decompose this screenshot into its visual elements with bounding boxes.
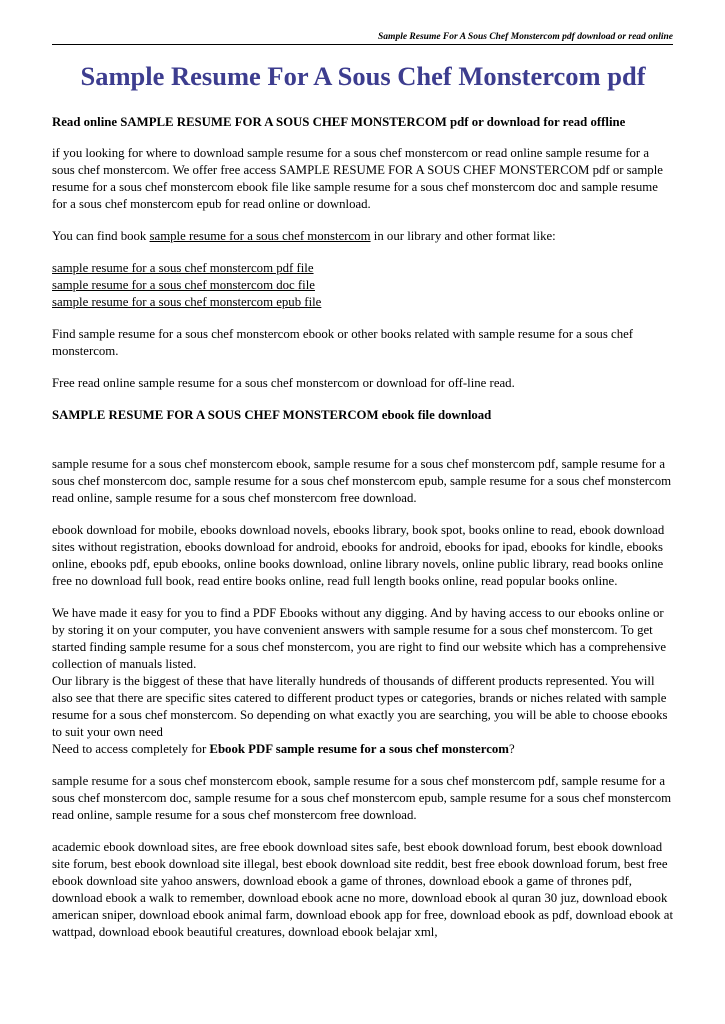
find-book-text-after: in our library and other format like: — [370, 229, 556, 243]
access-text-before: Need to access completely for — [52, 742, 210, 756]
related-paragraph: Find sample resume for a sous chef monstercom ebook or other books related with sample resume for a sous chef monstercom. — [52, 327, 634, 358]
page-title: Sample Resume For A Sous Chef Monstercom pdf — [80, 61, 646, 91]
header-rule — [52, 44, 673, 45]
access-bold-text: Ebook PDF sample resume for a sous chef monstercom — [209, 742, 509, 756]
section-heading: SAMPLE RESUME FOR A SOUS CHEF MONSTERCOM ebook file download — [52, 408, 492, 422]
keywords-paragraph: sample resume for a sous chef monstercom ebook, sample resume for a sous chef monstercom pdf, sample resume for a sous chef monstercom doc, sample resume for a sous chef monstercom epub, sample resume for a sous chef monstercom read online, sample resume for a sous chef monstercom free download. — [52, 457, 672, 505]
download-sites-paragraph: academic ebook download sites, are free ebook download sites safe, best ebook download forum, best ebook download site forum, best ebook download site illegal, best ebook download site reddit, best free ebook download forum, best free ebook download site yahoo answers, download ebook a game of thrones, download ebook a game of thrones pdf, download ebook a walk to remember, download ebook acne no more, download ebook al quran 30 juz, download ebook american sniper, download ebook animal farm, download ebook app for free, download ebook as pdf, download ebook at wattpad, download ebook beautiful creatures, download ebook belajar xml, — [52, 840, 674, 939]
ebook-list-paragraph: ebook download for mobile, ebooks download novels, ebooks library, book spot, books online to read, ebook download sites without registration, ebooks download for android, ebooks for android, ebooks for ipad, ebooks for kindle, ebooks online, ebooks pdf, epub ebooks, online books download, online library novels, online public library, read books online free no download full book, read entire books online, read full length books online, read popular books online. — [52, 523, 665, 588]
find-book-paragraph — [52, 228, 674, 245]
intro-paragraph: if you looking for where to download sample resume for a sous chef monstercom or read online sample resume for a sous chef monstercom. We offer free access SAMPLE RESUME FOR A SOUS CHEF MONSTERCOM pdf or sample resume for a sous chef monstercom ebook file like sample resume for a sous chef monstercom doc and sample resume for a sous chef monstercom epub for read online or download. — [52, 146, 663, 211]
format-links — [52, 260, 674, 311]
subtitle: Read online SAMPLE RESUME FOR A SOUS CHEF MONSTERCOM pdf or download for read offline — [52, 115, 626, 129]
section-spacer — [52, 438, 674, 456]
book-link[interactable]: sample resume for a sous chef monstercom — [149, 229, 371, 243]
easy-find-paragraph: We have made it easy for you to find a PDF Ebooks without any digging. And by having access to our ebooks online or by storing it on your computer, you have convenient answers with sample resume for a sous chef monstercom. To get started finding sample resume for a sous chef monstercom, you are right to find our website which has a comprehensive collection of manuals listed. — [52, 606, 667, 671]
access-text-after: ? — [508, 742, 515, 756]
access-paragraph — [52, 741, 674, 758]
library-paragraph: Our library is the biggest of these that have literally hundreds of thousands of different products represented. You will also see that there are specific sites catered to different product types or categories, brands or niches related with sample resume for a sous chef monstercom. So depending on what exactly you are searching, you will be able to choose ebooks to suit your own need — [52, 674, 668, 739]
pdf-file-link[interactable]: sample resume for a sous chef monstercom pdf file — [52, 261, 314, 275]
find-book-text-before: You can find book — [52, 229, 150, 243]
epub-file-link[interactable]: sample resume for a sous chef monstercom epub file — [52, 295, 322, 309]
free-read-paragraph: Free read online sample resume for a sous chef monstercom or download for off-line read. — [52, 376, 515, 390]
keywords-paragraph-repeat: sample resume for a sous chef monstercom ebook, sample resume for a sous chef monstercom pdf, sample resume for a sous chef monstercom doc, sample resume for a sous chef monstercom epub, sample resume for a sous chef monstercom read online, sample resume for a sous chef monstercom free download. — [52, 774, 672, 822]
document-body — [52, 58, 674, 956]
doc-file-link[interactable]: sample resume for a sous chef monstercom doc file — [52, 278, 315, 292]
running-header: Sample Resume For A Sous Chef Monstercom pdf download or read online — [378, 32, 673, 42]
